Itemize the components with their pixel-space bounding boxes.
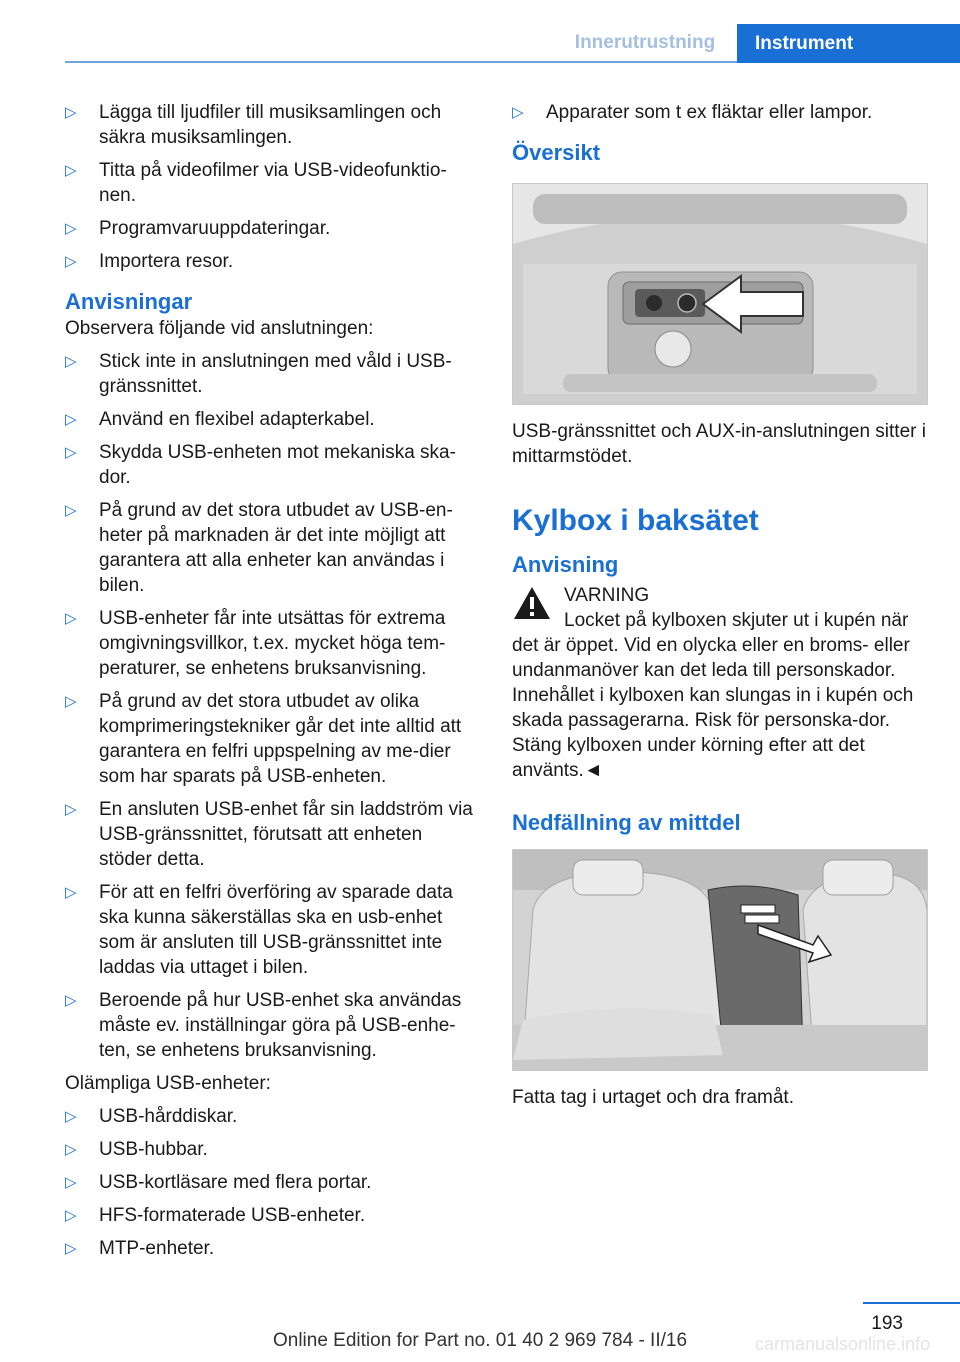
header-tab-chapter[interactable]: Instrument (737, 24, 960, 63)
list-item: ▷ Skydda USB-enheten mot mekaniska ska-dor. (65, 442, 456, 488)
fold-heading: Nedfällning av mittdel (512, 810, 741, 835)
usb-caption: USB-gränssnittet och AUX-in-anslutningen sitter i mittarmstödet. (512, 421, 926, 467)
bullet-triangle-icon: ▷ (65, 104, 77, 121)
bullet-triangle-icon: ▷ (65, 444, 77, 461)
unsuitable-list (65, 1104, 477, 1261)
warning-text: det är öppet. Vid en olycka eller en broms- eller undanmanöver kan det leda till personskador. Innehållet i kylboxen kan slungas in i kupén och skada passagerarna. Risk för personska-dor. Stäng kylboxen under körning efter att det använts.◄ (512, 635, 914, 781)
list-item: ▷ Importera resor. (65, 251, 234, 272)
list-item: ▷ För att en felfri överföring av sparade data ska kunna säkerställas ska en usb-enhet som är ansluten till USB-gränssnittet inte laddas via uttaget i bilen. (65, 882, 453, 978)
notes-list (65, 349, 477, 1063)
bullet-triangle-icon: ▷ (65, 220, 77, 237)
fold-caption: Fatta tag i urtaget och dra framåt. (512, 1087, 794, 1108)
bullet-triangle-icon: ▷ (65, 801, 77, 818)
edition-line: Online Edition for Part no. 01 40 2 969 784 - II/16 (272, 1330, 688, 1351)
bullet-triangle-icon: ▷ (65, 353, 77, 370)
bullet-triangle-icon: ▷ (65, 1174, 77, 1191)
list-item: ▷ Programvaruuppdateringar. (65, 218, 331, 239)
list-item: ▷ På grund av det stora utbudet av olika komprimeringstekniker går det inte alltid att garantera en felfri uppspelning av me-dier som har sparats på USB-enheten. (65, 691, 462, 787)
warning-triangle-icon (512, 585, 552, 621)
overview-heading: Översikt (512, 140, 601, 165)
notes-heading: Anvisningar (65, 289, 193, 314)
feature-list (65, 100, 477, 274)
list-item: ▷ Titta på videofilmer via USB-videofunktio-nen. (65, 160, 447, 206)
list-item: ▷ En ansluten USB-enhet får sin laddström via USB-gränssnittet, förutsatt att enheten stöder detta. (65, 799, 473, 870)
bullet-triangle-icon: ▷ (512, 104, 524, 121)
list-item: ▷ USB-hårddiskar. (65, 1106, 238, 1127)
note-heading: Anvisning (512, 552, 619, 577)
list-item: ▷ USB-kortläsare med flera portar. (65, 1172, 372, 1193)
bullet-triangle-icon: ▷ (65, 502, 77, 519)
list-item: ▷ Stick inte in anslutningen med våld i USB-gränssnittet. (65, 351, 452, 397)
warning-label: VARNING (564, 585, 650, 606)
bullet-triangle-icon: ▷ (65, 610, 77, 627)
bullet-triangle-icon: ▷ (65, 992, 77, 1009)
header-tab-section[interactable]: Innerutrustning (574, 31, 716, 53)
right-column (512, 100, 932, 1118)
left-column (65, 100, 477, 1269)
list-item: ▷ Beroende på hur USB-enhet ska användas måste ev. inställningar göra på USB-enhe-ten, se enhetens bruksanvisning. (65, 990, 462, 1061)
section-title: Kylbox i baksätet (512, 504, 759, 537)
usb-port-figure (512, 183, 928, 405)
list-item: ▷ Apparater som t ex fläktar eller lampor. (512, 102, 873, 123)
bullet-triangle-icon: ▷ (65, 253, 77, 270)
bullet-triangle-icon: ▷ (65, 1141, 77, 1158)
list-item: ▷ HFS-formaterade USB-enheter. (65, 1205, 366, 1226)
bullet-triangle-icon: ▷ (65, 1207, 77, 1224)
list-item: ▷ På grund av det stora utbudet av USB-en-heter på marknaden är det inte möjligt att garantera att alla enheter kan användas i bilen. (65, 500, 453, 596)
bullet-triangle-icon: ▷ (65, 693, 77, 710)
page-number: 193 (871, 1313, 903, 1334)
list-item: ▷ Använd en flexibel adapterkabel. (65, 409, 375, 430)
device-list (512, 100, 932, 125)
list-item: ▷ Lägga till ljudfiler till musiksamlingen och säkra musiksamlingen. (65, 102, 442, 148)
watermark: carmanualsonline.info (755, 1334, 931, 1354)
list-item: ▷ MTP-enheter. (65, 1238, 215, 1259)
warning-block (512, 583, 932, 633)
bullet-triangle-icon: ▷ (65, 1240, 77, 1257)
bullet-triangle-icon: ▷ (65, 162, 77, 179)
seat-fold-figure (512, 849, 928, 1071)
warning-first-line: Locket på kylboxen skjuter ut i kupén när (564, 610, 909, 631)
footer-rule (863, 1302, 960, 1304)
notes-intro: Observera följande vid anslutningen: (65, 318, 374, 339)
unsuitable-intro: Olämpliga USB-enheter: (65, 1073, 271, 1094)
bullet-triangle-icon: ▷ (65, 1108, 77, 1125)
rear-seat-illustration (513, 850, 927, 1070)
bullet-triangle-icon: ▷ (65, 411, 77, 428)
usb-armrest-illustration (513, 184, 927, 404)
bullet-triangle-icon: ▷ (65, 884, 77, 901)
list-item: ▷ USB-enheter får inte utsättas för extrema omgivningsvillkor, t.ex. mycket höga tem-peraturer, se enhetens bruksanvisning. (65, 608, 446, 679)
list-item: ▷ USB-hubbar. (65, 1139, 208, 1160)
